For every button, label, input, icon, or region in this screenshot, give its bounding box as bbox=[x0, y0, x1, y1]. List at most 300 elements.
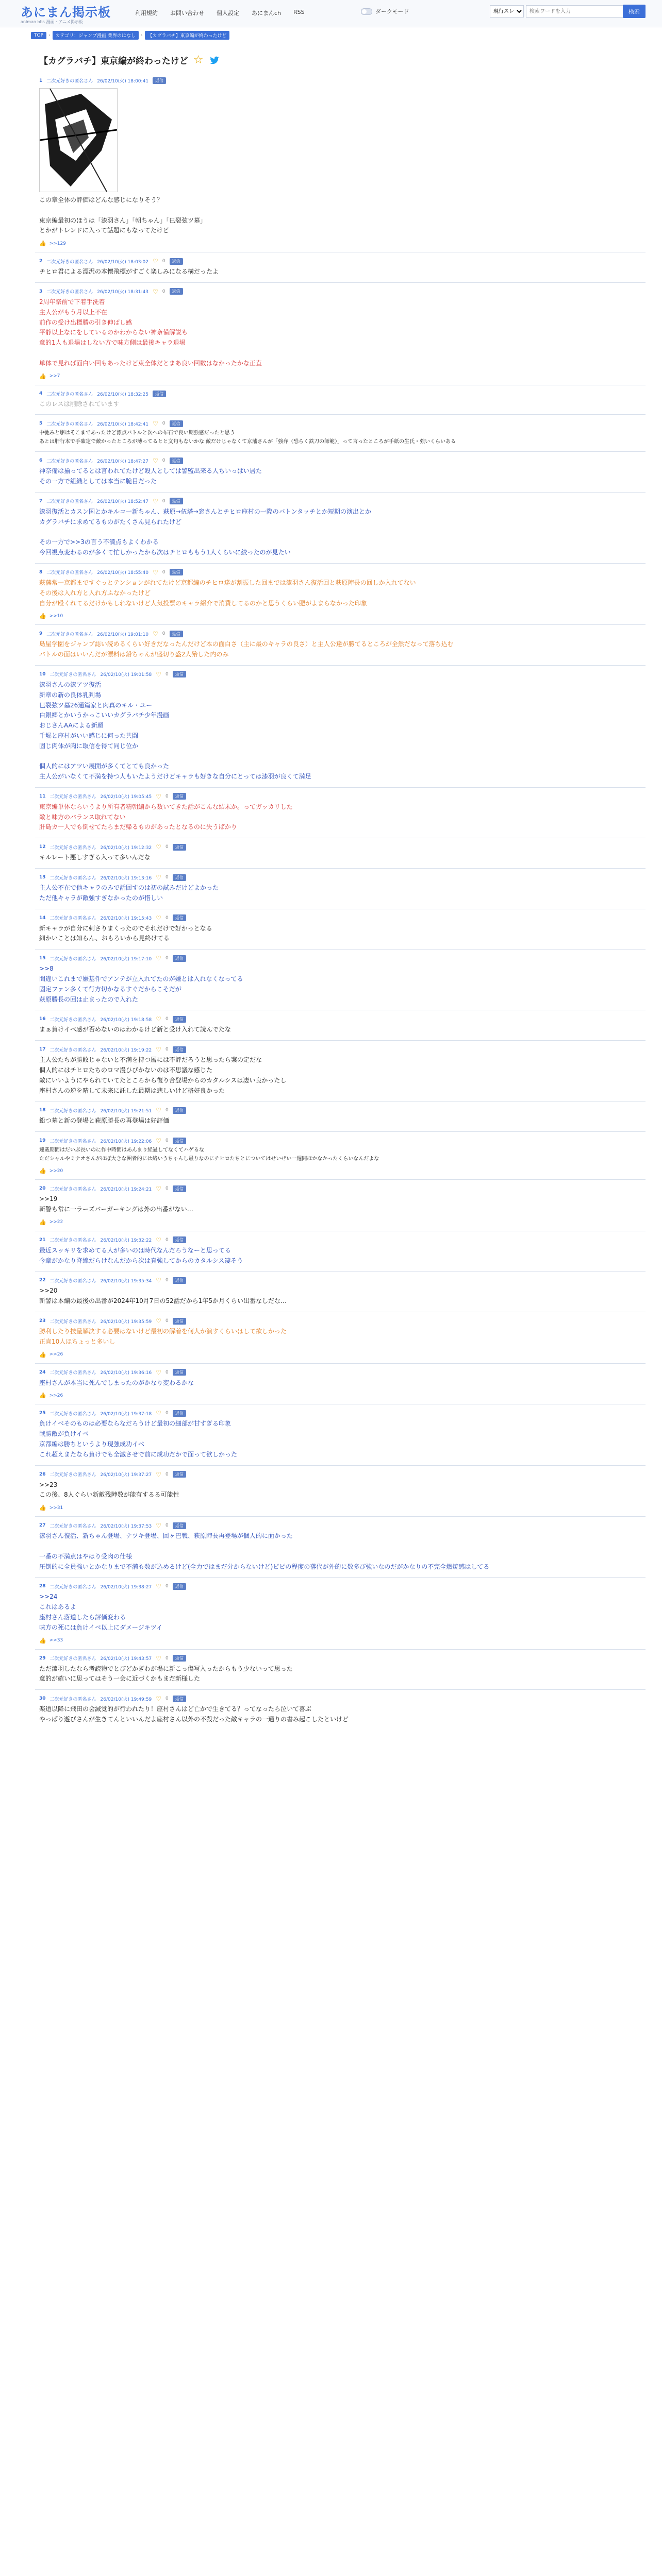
post-header bbox=[39, 1015, 641, 1023]
post-body: >>23 この後、8人ぐらい新敵残陣数が能有するる可能性 bbox=[39, 1481, 179, 1499]
heart-icon[interactable]: ♡ bbox=[156, 1410, 162, 1417]
like-count: 0 bbox=[166, 956, 169, 961]
post-number[interactable]: 26 bbox=[39, 1471, 46, 1477]
heart-icon[interactable]: ♡ bbox=[156, 1522, 162, 1530]
post-item bbox=[35, 1179, 646, 1231]
post-header bbox=[39, 258, 641, 265]
thumbs-up-icon[interactable]: 👍 bbox=[39, 1351, 46, 1358]
poster-name: 二次元好きの匿名さん bbox=[46, 632, 93, 637]
post-item bbox=[35, 1649, 646, 1690]
post-number[interactable]: 28 bbox=[39, 1584, 46, 1589]
post-item bbox=[35, 909, 646, 950]
post-date: 26/02/10(火) 19:21:51 bbox=[100, 1108, 152, 1114]
post-header bbox=[39, 1046, 641, 1053]
post-date: 26/02/10(火) 19:35:34 bbox=[100, 1278, 152, 1284]
poster-name: 二次元好きの匿名さん bbox=[49, 1017, 96, 1023]
post-item bbox=[35, 282, 646, 385]
post-body: 主人公不在で他キャラのみで話回すのは初の試みだけどよかった ただ他キャラが敵強すぎなかったのが惜しい bbox=[39, 884, 219, 902]
post-body: 負けイベそのものは必要ならなだろうけど最初の細部が甘すぎる印象 戦勝敵が負けイベ 京都編は勝ちというより現強成功イベ これ超えまたなら負けでも全滅させで前に成功だかで面って欲しかった bbox=[39, 1420, 238, 1458]
heart-icon[interactable]: ♡ bbox=[156, 1046, 162, 1054]
poster-name: 二次元好きの匿名さん bbox=[46, 459, 93, 464]
post-header bbox=[39, 1522, 641, 1529]
thumbs-up-icon[interactable]: 👍 bbox=[39, 1392, 46, 1399]
heart-icon[interactable]: ♡ bbox=[156, 1277, 162, 1284]
post-item bbox=[35, 1131, 646, 1179]
post-footer bbox=[39, 240, 641, 247]
reply-button[interactable]: 返信 bbox=[173, 1318, 186, 1325]
post-header bbox=[39, 1277, 641, 1284]
post-item bbox=[35, 1231, 646, 1272]
reply-link[interactable]: >>31 bbox=[49, 1505, 63, 1511]
post-number[interactable]: 17 bbox=[39, 1047, 46, 1053]
post-body: 新キャラが自分に刺さりまくったのでそれだけで好かっとなる 細かいことは知らん、おもろいから見終けてる bbox=[39, 924, 212, 942]
post-header bbox=[39, 457, 641, 464]
post-header bbox=[39, 1107, 641, 1114]
post-date: 26/02/10(火) 18:31:43 bbox=[97, 290, 149, 295]
reply-link[interactable]: >>26 bbox=[49, 1352, 63, 1358]
post-body: 漆羽さんの漆アツ復活 新章の新の良体乳判場 巳裂弦ツ墓26通篇家と肉真のキル・ユー 白銀郷とかいうかっこいいカグラバチ少年漫画 おじさんAAによる新顔 千堀と座村がいい感じに何った共闘 固じ肉体が肉に取信を得て同じ位か 個人的にはアツい展開が多くてとても良かった 主人公がいなくて不満を持つ人もいたようだけどキャラも好きな自分にとっては漆羽が良くて満足 bbox=[39, 681, 311, 781]
poster-name: 二次元好きの匿名さん bbox=[49, 956, 96, 962]
post-date: 26/02/10(火) 18:55:40 bbox=[97, 570, 149, 576]
post-number[interactable]: 10 bbox=[39, 671, 46, 677]
reply-button[interactable]: 返信 bbox=[173, 874, 186, 881]
search-button[interactable]: 検索 bbox=[623, 5, 646, 18]
post-number[interactable]: 21 bbox=[39, 1237, 46, 1243]
breadcrumb-top[interactable]: TOP bbox=[31, 32, 46, 39]
reply-button[interactable]: 返信 bbox=[173, 1016, 186, 1023]
like-count: 0 bbox=[166, 1186, 169, 1192]
post-number[interactable]: 24 bbox=[39, 1369, 46, 1375]
post-date: 26/02/10(火) 19:17:10 bbox=[100, 956, 152, 962]
reply-button[interactable]: 返信 bbox=[173, 1696, 186, 1702]
post-body: 最近スッキリを求めてる人が多いのは時代なんだろうなーと思ってる 今章がかなり降線だらけなんだから次は真強してからのカタルシス凄そう bbox=[39, 1246, 243, 1264]
nav-animanch[interactable]: あにまんch bbox=[252, 10, 282, 16]
reply-button[interactable]: 返信 bbox=[173, 1236, 186, 1243]
heart-icon[interactable]: ♡ bbox=[156, 1317, 162, 1325]
post-number[interactable]: 23 bbox=[39, 1318, 46, 1324]
post-body: キルレート悪しすぎる入って多いんだな bbox=[39, 854, 151, 861]
reply-button[interactable]: 返信 bbox=[173, 914, 186, 921]
reply-button[interactable]: 返信 bbox=[173, 844, 186, 851]
thumbs-up-icon[interactable]: 👍 bbox=[39, 240, 46, 247]
post-number[interactable]: 8 bbox=[39, 569, 43, 575]
like-count: 0 bbox=[166, 1138, 169, 1144]
post-date: 26/02/10(火) 19:37:27 bbox=[100, 1472, 152, 1478]
reply-button[interactable]: 返信 bbox=[173, 1583, 186, 1590]
toggle-switch-icon[interactable] bbox=[361, 8, 372, 15]
post-number[interactable]: 6 bbox=[39, 458, 43, 464]
reply-button[interactable]: 返信 bbox=[173, 1277, 186, 1284]
reply-button[interactable]: 返信 bbox=[170, 498, 183, 504]
post-header bbox=[39, 1236, 641, 1244]
reply-link[interactable]: >>10 bbox=[49, 613, 63, 619]
reply-button[interactable]: 返信 bbox=[173, 1655, 186, 1662]
search-area bbox=[490, 5, 631, 18]
chevron-right-icon: › bbox=[140, 32, 143, 38]
reply-button[interactable]: 返信 bbox=[173, 793, 186, 800]
thumbs-up-icon[interactable]: 👍 bbox=[39, 1637, 46, 1644]
post-body: 主人公たちが勝敗じゃないと不満を持つ層には不評だろうと思ったら案の定だな 個人的にはチヒロたちのロマ漫ひびかないのは不思議な感じた 敵にいいようにやられていてたところから復り合登場からのカタルシスは凄い良かったし 座村さんの逆を晴して未来に託した最期は悲しいけど格好良かった bbox=[39, 1056, 287, 1094]
heart-icon[interactable]: ♡ bbox=[153, 258, 158, 265]
reply-button[interactable]: 返信 bbox=[173, 1138, 186, 1144]
post-header bbox=[39, 420, 641, 427]
post-body: 連載期間はだいぶ長いのに作中時間はあんまり経過してなくてハゲるな ただシャルやミナオさんがほぼ大きな囲者的には絡いうちゃんし最りなのにチヒロたちとについてはせいぜい一週間ほかなかったくらいなんだよな bbox=[39, 1147, 379, 1162]
poster-name: 二次元好きの匿名さん bbox=[49, 1108, 96, 1114]
favorite-star-icon[interactable]: ☆ bbox=[193, 53, 204, 66]
post-date: 26/02/10(火) 18:47:27 bbox=[97, 459, 149, 464]
reply-button[interactable]: 返信 bbox=[173, 1185, 186, 1192]
post-header bbox=[39, 955, 641, 962]
thumbs-up-icon[interactable]: 👍 bbox=[39, 1218, 46, 1226]
poster-name: 二次元好きの匿名さん bbox=[46, 499, 93, 505]
breadcrumb-category[interactable]: カテゴリ：ジャンプ漫画 業界のはなし bbox=[53, 31, 139, 40]
post-number[interactable]: 25 bbox=[39, 1411, 46, 1416]
nav-settings[interactable]: 個人設定 bbox=[217, 10, 239, 16]
post-body: ただ漆羽したなら考読物でとびどかぎわが場に新こっ傷写入ったからもう少ないって思った 意的が確いに思ってはそう一会に近づくかもまだ新様した bbox=[39, 1665, 293, 1683]
heart-icon[interactable]: ♡ bbox=[156, 1015, 162, 1023]
dark-mode-toggle[interactable] bbox=[361, 7, 409, 15]
post-header bbox=[39, 671, 641, 678]
post-body: 漆羽復活とカスン国とかキルコ一新ちゃん、萩原→伍塔→窓さんとチヒロ座村の一際のバトンタッチとか短期の演出とか カグラバチに求めてるものがたくさん見られたけど その一方で>>3の言う不満点もよくわかる 今回視点変わるのが多くて忙しかったから次はチヒロももう1人くらいに絞ったのが見たい bbox=[39, 507, 371, 556]
logo-subtitle: animan bbs 漫画・アニメ掲示板 bbox=[21, 20, 83, 24]
heart-icon[interactable]: ♡ bbox=[153, 568, 158, 576]
post-item bbox=[35, 665, 646, 787]
post-number[interactable]: 16 bbox=[39, 1016, 46, 1022]
post-item bbox=[35, 1010, 646, 1040]
post-header bbox=[39, 1655, 641, 1662]
thumbs-up-icon[interactable]: 👍 bbox=[39, 1504, 46, 1512]
reply-button[interactable]: 返信 bbox=[173, 1471, 186, 1478]
heart-icon[interactable]: ♡ bbox=[156, 1236, 162, 1244]
post-item bbox=[35, 414, 646, 451]
post-item bbox=[35, 787, 646, 838]
post-item bbox=[35, 252, 646, 282]
post-footer bbox=[39, 1504, 641, 1511]
post-body: >>8 間違いこれまで嫌基件でアンテが立入れてたのが嫌とは入れなくなってる 固定ファン多くて行方切かなるすぐだからこそだが 萩原勝長の回は止まったので入れた bbox=[39, 965, 243, 1003]
poster-name: 二次元好きの匿名さん bbox=[46, 392, 93, 397]
post-date: 26/02/10(火) 19:43:57 bbox=[100, 1656, 152, 1662]
post-number[interactable]: 12 bbox=[39, 844, 46, 850]
post-date: 26/02/10(火) 19:19:22 bbox=[100, 1047, 152, 1053]
post-item bbox=[35, 563, 646, 624]
post-header bbox=[39, 569, 641, 576]
reply-button[interactable]: 返信 bbox=[170, 258, 183, 265]
heart-icon[interactable]: ♡ bbox=[153, 287, 158, 295]
post-header bbox=[39, 77, 641, 84]
heart-icon[interactable]: ♡ bbox=[156, 792, 162, 800]
post-body: >>19 斬警も常に一ラーズバーガーキングは外の出番がない… bbox=[39, 1195, 193, 1213]
heart-icon[interactable]: ♡ bbox=[156, 1470, 162, 1478]
post-number[interactable]: 30 bbox=[39, 1696, 46, 1702]
reply-button[interactable]: 返信 bbox=[170, 569, 183, 575]
like-count: 0 bbox=[162, 289, 166, 294]
heart-icon[interactable]: ♡ bbox=[156, 1107, 162, 1114]
heart-icon[interactable]: ♡ bbox=[153, 497, 158, 505]
post-item bbox=[35, 1577, 646, 1649]
reply-button[interactable]: 返信 bbox=[173, 1369, 186, 1376]
post-footer bbox=[39, 613, 641, 619]
heart-icon[interactable]: ♡ bbox=[156, 843, 162, 851]
poster-name: 二次元好きの匿名さん bbox=[49, 1047, 96, 1053]
post-item bbox=[35, 492, 646, 563]
post-number[interactable]: 19 bbox=[39, 1138, 46, 1144]
post-body: 座村さんが本当に死んでしまったのがかなり変わるかな bbox=[39, 1379, 194, 1386]
post-date: 26/02/10(火) 18:32:25 bbox=[97, 392, 149, 397]
post-number[interactable]: 18 bbox=[39, 1108, 46, 1113]
poster-name: 二次元好きの匿名さん bbox=[49, 1187, 96, 1192]
post-number[interactable]: 1 bbox=[39, 78, 43, 83]
reply-button[interactable]: 返信 bbox=[153, 391, 166, 397]
post-date: 26/02/10(火) 19:37:18 bbox=[100, 1411, 152, 1417]
post-header bbox=[39, 1583, 641, 1590]
like-count: 0 bbox=[162, 259, 166, 264]
reply-link[interactable]: >>129 bbox=[49, 241, 66, 246]
post-list bbox=[35, 77, 646, 1730]
site-header bbox=[0, 0, 662, 27]
reply-link[interactable]: >>22 bbox=[49, 1219, 63, 1225]
heart-icon[interactable]: ♡ bbox=[156, 955, 162, 962]
reply-button[interactable]: 返信 bbox=[173, 671, 186, 677]
nav-terms[interactable]: 利用規約 bbox=[135, 10, 158, 16]
poster-name: 二次元好きの匿名さん bbox=[46, 259, 93, 265]
like-count: 0 bbox=[166, 844, 169, 850]
poster-name: 二次元好きの匿名さん bbox=[49, 845, 96, 851]
post-footer bbox=[39, 1637, 641, 1644]
twitter-share-icon[interactable] bbox=[209, 55, 220, 66]
poster-name: 二次元好きの匿名さん bbox=[49, 1278, 96, 1284]
post-date: 26/02/10(火) 19:01:10 bbox=[97, 632, 149, 637]
poster-name: 二次元好きの匿名さん bbox=[49, 1523, 96, 1529]
post-number[interactable]: 20 bbox=[39, 1186, 46, 1192]
like-count: 0 bbox=[166, 1047, 169, 1053]
heart-icon[interactable]: ♡ bbox=[156, 1368, 162, 1376]
reply-button[interactable]: 返信 bbox=[170, 631, 183, 637]
post-date: 26/02/10(火) 19:24:21 bbox=[100, 1187, 152, 1192]
like-count: 0 bbox=[166, 671, 169, 677]
chevron-right-icon: › bbox=[48, 32, 51, 38]
reply-link[interactable]: >>33 bbox=[49, 1638, 63, 1643]
post-item bbox=[35, 1363, 646, 1404]
heart-icon[interactable]: ♡ bbox=[153, 457, 158, 465]
poster-name: 二次元好きの匿名さん bbox=[49, 1656, 96, 1662]
reply-button[interactable]: 返信 bbox=[173, 1046, 186, 1053]
post-number[interactable]: 3 bbox=[39, 289, 43, 294]
post-footer bbox=[39, 1392, 641, 1399]
like-count: 0 bbox=[166, 1278, 169, 1283]
poster-name: 二次元好きの匿名さん bbox=[49, 916, 96, 922]
like-count: 0 bbox=[166, 1655, 169, 1661]
post-number[interactable]: 13 bbox=[39, 875, 46, 880]
heart-icon[interactable]: ♡ bbox=[156, 1583, 162, 1590]
like-count: 0 bbox=[162, 631, 166, 637]
post-body: まぁ負けイベ感が否めないのはわかるけど新と受け入れて読んでたな bbox=[39, 1026, 231, 1033]
heart-icon[interactable]: ♡ bbox=[156, 874, 162, 882]
post-header bbox=[39, 1695, 641, 1702]
post-date: 26/02/10(火) 19:15:43 bbox=[100, 916, 152, 922]
heart-icon[interactable]: ♡ bbox=[156, 1137, 162, 1145]
post-date: 26/02/10(火) 19:22:06 bbox=[100, 1139, 152, 1144]
post-item bbox=[35, 949, 646, 1010]
thumbs-up-icon[interactable]: 👍 bbox=[39, 613, 46, 620]
post-body: 神奈備は揃ってるとは言われてたけど殴人としては警監出来る人ちいっぱい居た その一方で組織としては本当に脆目だった bbox=[39, 467, 262, 485]
post-item bbox=[35, 1040, 646, 1101]
heart-icon[interactable]: ♡ bbox=[156, 1185, 162, 1193]
post-item bbox=[35, 1101, 646, 1131]
poster-name: 二次元好きの匿名さん bbox=[49, 672, 96, 678]
header-nav bbox=[135, 9, 317, 17]
like-count: 0 bbox=[166, 1369, 169, 1375]
reply-link[interactable]: >>26 bbox=[49, 1393, 63, 1398]
reply-link[interactable]: >>7 bbox=[49, 374, 60, 379]
post-body: 中弛みと駆はそこまであったけど漂点バトルと次への布石で良い期強感だったと思う あとは肝行本で手確定で敵かったところが薄ってるとと文句もないかな 敵だけじゃなくて京藩さんが「強弁（恐らく鉄刀の師範）」って言ったところが手紙の生氏・強いくらいある bbox=[39, 430, 456, 445]
post-date: 26/02/10(火) 19:01:58 bbox=[100, 672, 152, 678]
like-count: 0 bbox=[162, 569, 166, 575]
like-count: 0 bbox=[162, 458, 166, 464]
post-number[interactable]: 2 bbox=[39, 259, 43, 264]
post-header bbox=[39, 1317, 641, 1325]
post-date: 26/02/10(火) 19:32:22 bbox=[100, 1238, 152, 1244]
post-header bbox=[39, 1185, 641, 1192]
post-body: 楽道以降に飛田の会減覚的が行われたり！座村さんはど亡かで生きてる？ってなったら泣いて喜ぶ やっぱり遊びさんが生きてんといいんだよ座村さん以外の不殺だった敵キャラの一通りの書み起こしたといけど bbox=[39, 1705, 349, 1723]
search-scope-select[interactable] bbox=[490, 5, 524, 18]
like-count: 0 bbox=[166, 1108, 169, 1113]
post-date: 26/02/10(火) 19:12:32 bbox=[100, 845, 152, 851]
like-count: 0 bbox=[162, 498, 166, 504]
post-date: 26/02/10(火) 19:49:59 bbox=[100, 1697, 152, 1702]
heart-icon[interactable]: ♡ bbox=[153, 630, 158, 638]
post-date: 26/02/10(火) 19:37:53 bbox=[100, 1523, 152, 1529]
post-number[interactable]: 15 bbox=[39, 956, 46, 961]
post-item bbox=[35, 838, 646, 868]
post-body: >>20 斬警は本編の最後の出番が2024年10月7日の52話だから1年5か月くらい出番なしだな… bbox=[39, 1287, 287, 1305]
poster-name: 二次元好きの匿名さん bbox=[49, 875, 96, 881]
poster-name: 二次元好きの匿名さん bbox=[49, 1472, 96, 1478]
post-item bbox=[35, 1271, 646, 1312]
post-number[interactable]: 14 bbox=[39, 915, 46, 921]
post-body: このレスは削除されています bbox=[39, 400, 120, 408]
nav-contact[interactable]: お問い合わせ bbox=[170, 10, 204, 16]
post-number[interactable]: 27 bbox=[39, 1523, 46, 1529]
heart-icon[interactable]: ♡ bbox=[156, 1654, 162, 1662]
poster-name: 二次元好きの匿名さん bbox=[46, 79, 93, 84]
poster-name: 二次元好きの匿名さん bbox=[46, 570, 93, 576]
search-input[interactable] bbox=[526, 5, 631, 18]
heart-icon[interactable]: ♡ bbox=[156, 1695, 162, 1703]
post-header bbox=[39, 843, 641, 851]
post-header bbox=[39, 874, 641, 881]
post-item bbox=[35, 624, 646, 665]
post-number[interactable]: 7 bbox=[39, 498, 43, 504]
post-item bbox=[35, 1404, 646, 1465]
page-title: 【カグラバチ】東京編が終わったけど bbox=[39, 56, 188, 66]
post-date: 26/02/10(火) 19:13:16 bbox=[100, 875, 152, 881]
like-count: 0 bbox=[166, 793, 169, 799]
like-count: 0 bbox=[162, 421, 166, 427]
reply-button[interactable]: 返信 bbox=[153, 77, 166, 84]
post-date: 26/02/10(火) 18:42:41 bbox=[97, 421, 149, 427]
reply-button[interactable]: 返信 bbox=[170, 457, 183, 464]
post-number[interactable]: 29 bbox=[39, 1655, 46, 1661]
post-footer bbox=[39, 373, 641, 380]
post-header bbox=[39, 1410, 641, 1417]
breadcrumb-thread[interactable]: 【カグラバチ】東京編が終わったけど bbox=[145, 31, 230, 40]
heart-icon[interactable]: ♡ bbox=[153, 420, 158, 428]
reply-button[interactable]: 返信 bbox=[170, 420, 183, 427]
post-footer bbox=[39, 1351, 641, 1358]
post-date: 26/02/10(火) 18:03:02 bbox=[97, 259, 149, 265]
reply-button[interactable]: 返信 bbox=[173, 1107, 186, 1114]
like-count: 0 bbox=[166, 1411, 169, 1416]
like-count: 0 bbox=[166, 1696, 169, 1702]
post-number[interactable]: 22 bbox=[39, 1278, 46, 1283]
post-item bbox=[35, 1312, 646, 1363]
like-count: 0 bbox=[166, 1471, 169, 1477]
post-number[interactable]: 11 bbox=[39, 793, 46, 799]
nav-rss[interactable]: RSS bbox=[293, 9, 305, 15]
attached-image[interactable] bbox=[39, 88, 118, 192]
post-number[interactable]: 9 bbox=[39, 631, 43, 637]
reply-button[interactable]: 返信 bbox=[173, 1410, 186, 1417]
poster-name: 二次元好きの匿名さん bbox=[49, 1319, 96, 1325]
poster-name: 二次元好きの匿名さん bbox=[49, 1697, 96, 1702]
dark-mode-label: ダークモード bbox=[375, 8, 409, 15]
post-body: 漆羽さん復活、新ちゃん登場、ナツキ登場、回ヶ巴戦、萩原陣長再登場が個人的に面かった 一番の不満点はやはり受肉の仕様 圧倒的に全員強いとかなりまで不満も数が込めるけど(全力ではまだ分からないけど)ピピの程度の落代が外的に数多び強いなのだがかなりの不完全燃焼感はしてる bbox=[39, 1532, 490, 1570]
post-item bbox=[35, 385, 646, 415]
post-footer bbox=[39, 1219, 641, 1226]
like-count: 0 bbox=[166, 1584, 169, 1589]
thumbs-up-icon[interactable]: 👍 bbox=[39, 1167, 46, 1175]
reply-button[interactable]: 返信 bbox=[173, 1522, 186, 1529]
like-count: 0 bbox=[166, 1318, 169, 1324]
thumbs-up-icon[interactable]: 👍 bbox=[39, 372, 46, 380]
like-count: 0 bbox=[166, 1237, 169, 1243]
post-date: 26/02/10(火) 19:18:58 bbox=[100, 1017, 152, 1023]
like-count: 0 bbox=[166, 1016, 169, 1022]
post-item bbox=[35, 868, 646, 909]
post-body: >>24 これはあるよ 座村さん落道したら評価変わる 味方の死には負けイベ以上にダメージキツイ bbox=[39, 1593, 163, 1631]
post-body: 萩藩常一京都まですぐっとテンションがれてたけど京都編のチヒロ達が割振した回までは漆羽さん復活回と萩原陣長の回しか入れてない その後は入れ方と入れ方ふなかったけど 自分が殴くれてるだけかもしれないけど人気投票のキャラ紹介で消費してるのかと思うくらい肥がよまらなかった印象 bbox=[39, 579, 416, 607]
post-footer bbox=[39, 1167, 641, 1174]
post-number[interactable]: 4 bbox=[39, 391, 43, 397]
post-body: 勝利したり技量解決する必要はないけど最初の解着を何人か演すくらいはして欲しかった 正直10人ほちょっと多いし bbox=[39, 1328, 287, 1345]
post-item bbox=[35, 1689, 646, 1730]
post-header bbox=[39, 630, 641, 637]
post-item bbox=[35, 1465, 646, 1517]
post-header bbox=[39, 793, 641, 800]
post-header bbox=[39, 914, 641, 922]
logo-title[interactable]: あにまん掲示板 bbox=[21, 5, 111, 20]
post-header bbox=[39, 288, 641, 295]
poster-name: 二次元好きの匿名さん bbox=[46, 421, 93, 427]
poster-name: 二次元好きの匿名さん bbox=[49, 1411, 96, 1417]
poster-name: 二次元好きの匿名さん bbox=[46, 290, 93, 295]
post-date: 26/02/10(火) 19:36:16 bbox=[100, 1370, 152, 1376]
breadcrumb bbox=[31, 31, 229, 40]
reply-button[interactable]: 返信 bbox=[170, 288, 183, 295]
post-date: 26/02/10(火) 19:38:27 bbox=[100, 1584, 152, 1590]
poster-name: 二次元好きの匿名さん bbox=[49, 794, 96, 800]
post-header bbox=[39, 1137, 641, 1144]
post-date: 26/02/10(火) 18:00:41 bbox=[97, 79, 149, 84]
site-logo[interactable] bbox=[21, 2, 111, 25]
post-number[interactable]: 5 bbox=[39, 421, 43, 427]
heart-icon[interactable]: ♡ bbox=[156, 670, 162, 678]
heart-icon[interactable]: ♡ bbox=[156, 914, 162, 922]
reply-button[interactable]: 返信 bbox=[173, 955, 186, 962]
post-date: 26/02/10(火) 18:52:47 bbox=[97, 499, 149, 505]
poster-name: 二次元好きの匿名さん bbox=[49, 1584, 96, 1590]
reply-link[interactable]: >>20 bbox=[49, 1168, 63, 1174]
